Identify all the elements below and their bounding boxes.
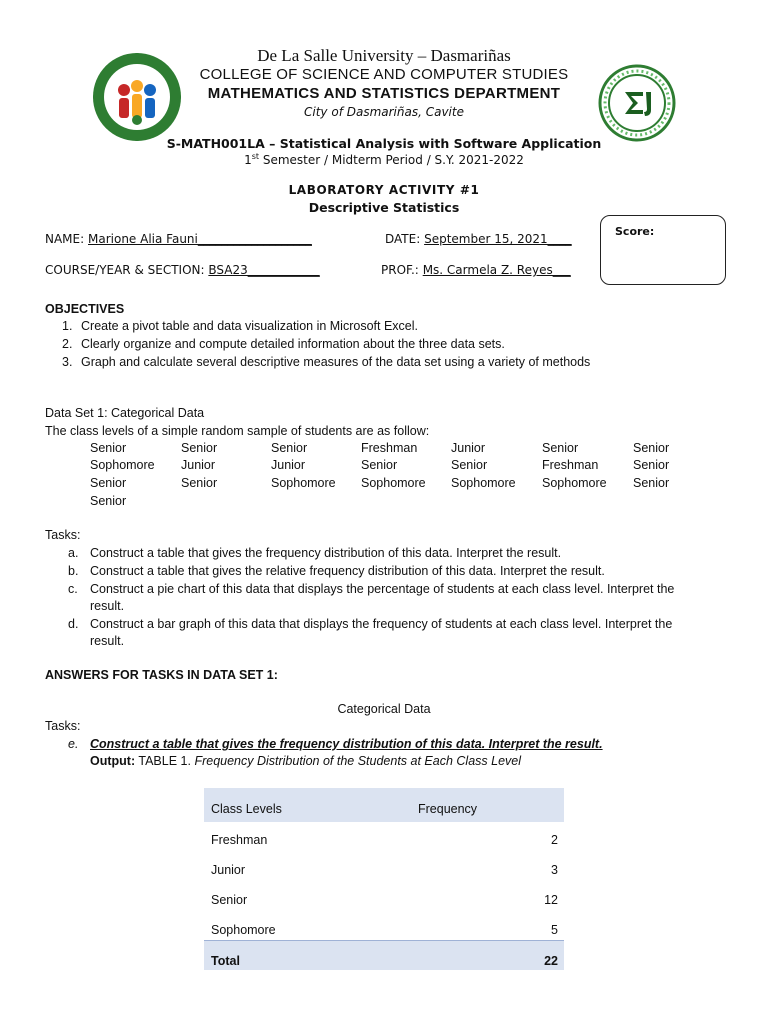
tasks-heading: Tasks: (45, 528, 81, 542)
table-total-value: 22 (544, 954, 558, 968)
semester-line: 1st Semester / Midterm Period / S.Y. 2021-2022 (244, 152, 524, 167)
date-field (385, 232, 572, 246)
output-caption: Output: TABLE 1. Frequency Distribution of the Students at Each Class Level (90, 754, 521, 768)
dataset-cell: Senior (542, 441, 579, 455)
task-item: c. Construct a pie chart of this data that displays the percentage of students at each class level. Interpret the result. (68, 582, 675, 613)
name-value: Marione Alia Fauni___________________ (88, 232, 312, 246)
dataset-cell: Sophomore (361, 476, 426, 490)
dataset-cell: Senior (90, 494, 127, 508)
lab-activity-title: LABORATORY ACTIVITY #1 (288, 183, 480, 197)
college-name: COLLEGE OF SCIENCE AND COMPUTER STUDIES (199, 66, 569, 83)
score-label: Score: (615, 225, 655, 238)
dataset-cell: Junior (181, 458, 216, 472)
table-row-level: Senior (211, 893, 248, 907)
dataset-cell: Sophomore (271, 476, 336, 490)
objective-item: 1. Create a pivot table and data visualization in Microsoft Excel. (62, 319, 418, 333)
prof-field (381, 263, 571, 277)
dataset-intro: The class levels of a simple random sample of students are as follow: (45, 424, 430, 438)
dataset-cell: Senior (361, 458, 398, 472)
dataset-cell: Freshman (542, 458, 599, 472)
dataset-cell: Senior (181, 476, 218, 490)
objective-item: 3. Graph and calculate several descriptive measures of the data set using a variety of methods (62, 355, 591, 369)
answers-heading: ANSWERS FOR TASKS IN DATA SET 1: (45, 668, 278, 682)
date-label: DATE: (385, 232, 421, 246)
table-row-frequency: 12 (544, 893, 558, 907)
answers-section-title: Categorical Data (337, 702, 431, 716)
course-section-field (45, 263, 320, 277)
dataset-cell: Freshman (361, 441, 418, 455)
dataset-heading: Data Set 1: Categorical Data (45, 406, 205, 420)
objectives-heading: OBJECTIVES (45, 302, 125, 316)
dataset-cell: Senior (633, 458, 670, 472)
dataset-cell: Junior (451, 441, 486, 455)
dataset-cell: Sophomore (451, 476, 516, 490)
table-row-frequency: 3 (551, 863, 558, 877)
task-item: a. Construct a table that gives the frequency distribution of this data. Interpret the result. (68, 546, 562, 560)
dataset-cell: Senior (633, 441, 670, 455)
table-header-class-levels: Class Levels (211, 802, 282, 816)
table-row-level: Freshman (211, 833, 268, 847)
table-total-label: Total (211, 954, 240, 968)
dataset-cell: Sophomore (90, 458, 155, 472)
dataset-cell: Senior (451, 458, 488, 472)
city-line: City of Dasmariñas, Cavite (304, 105, 464, 119)
dataset-cell: Senior (633, 476, 670, 490)
lab-activity-subtitle: Descriptive Statistics (308, 200, 460, 215)
dataset-cell: Senior (90, 441, 127, 455)
university-name: De La Salle University – Dasmariñas (257, 46, 511, 65)
score-box (600, 215, 726, 285)
prof-value: Ms. Carmela Z. Reyes___ (422, 263, 571, 277)
objective-item: 2. Clearly organize and compute detailed information about the three data sets. (62, 337, 505, 351)
table-total-rule (204, 940, 564, 941)
course-title: S-MATH001LA – Statistical Analysis with Software Application (166, 136, 602, 151)
date-value: September 15, 2021____ (424, 232, 572, 246)
dataset-cell: Senior (90, 476, 127, 490)
task-item: b. Construct a table that gives the relative frequency distribution of this data. Interpret the result. (68, 564, 605, 578)
department-name: MATHEMATICS AND STATISTICS DEPARTMENT (207, 85, 561, 102)
table-row-level: Junior (211, 863, 246, 877)
course-section-value: BSA23____________ (208, 263, 320, 277)
name-label: NAME: (45, 232, 85, 246)
table-row-frequency: 5 (551, 923, 558, 937)
dataset-cell: Senior (181, 441, 218, 455)
answer-task-item: e. Construct a table that gives the frequency distribution of this data. Interpret the result. (68, 737, 603, 751)
prof-label: PROF.: (381, 263, 419, 277)
answers-tasks-label: Tasks: (45, 719, 81, 733)
course-section-label: COURSE/YEAR & SECTION: (45, 263, 205, 277)
task-item: d. Construct a bar graph of this data that displays the frequency of students at each class level. Interpret the result. (68, 617, 673, 648)
table-row-level: Sophomore (211, 923, 276, 937)
dataset-cell: Junior (271, 458, 306, 472)
table-row-frequency: 2 (551, 833, 558, 847)
dataset-cell: Sophomore (542, 476, 607, 490)
name-field (45, 232, 312, 246)
table-header-frequency: Frequency (418, 802, 478, 816)
dataset-cell: Senior (271, 441, 308, 455)
